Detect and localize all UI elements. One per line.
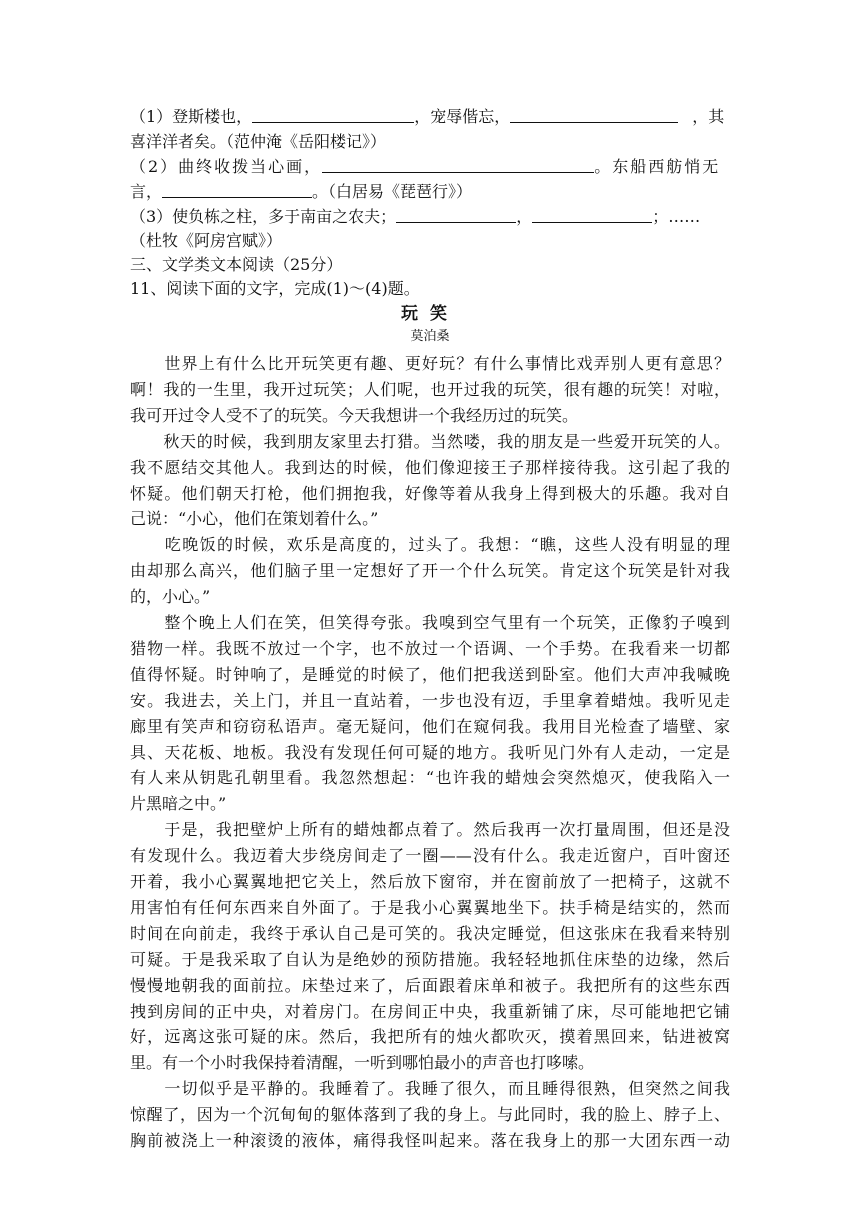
answer-blank <box>510 106 678 123</box>
story-line: 时间在向前走，我终于承认自己是可笑的。我决定睡觉，但这张床在我看来特别 <box>130 923 730 943</box>
story-line: 开着，我小心翼翼地把它关上，然后放下窗帘，并在窗前放了一把椅子，这就不 <box>130 872 730 891</box>
question-1-text-a: （1）登斯楼也， <box>130 107 253 126</box>
story-line: 有人来从钥匙孔朝里看。我忽然想起：“也许我的蜡烛会突然熄灭，使我陷入一 <box>130 768 730 788</box>
story-line: 用害怕有任何东西来自外面了。于是我小心翼翼地坐下。扶手椅是结实的，然而 <box>130 897 730 917</box>
story-line: 值得怀疑。时钟响了，是睡觉的时候了，他们把我送到卧室。他们大声冲我喊晚 <box>130 664 730 684</box>
story-line: 廊里有笑声和窃窃私语声。毫无疑问，他们在窥伺我。我用目光检查了墙壁、家 <box>130 716 730 736</box>
story-author: 莫泊桑 <box>410 329 450 344</box>
story-line: 整个晚上人们在笑，但笑得夸张。我嗅到空气里有一个玩笑，正像豹子嗅到 <box>130 613 730 632</box>
story-line: 吃晚饭的时候，欢乐是高度的，过头了。我想：“瞧，这些人没有明显的理 <box>130 535 730 555</box>
story-line: 胸前被浇上一种滚烫的液体，痛得我怪叫起来。落在我身上的那一大团东西一动 <box>130 1131 730 1150</box>
section-heading: 三、文学类文本阅读（25分） <box>130 255 343 274</box>
question-1-line-1 <box>130 105 730 129</box>
answer-blank <box>396 206 516 223</box>
question-2-text-d: 。（白居易《琵琶行》） <box>312 182 473 201</box>
story-title: 玩笑 <box>401 304 459 324</box>
answer-blank <box>252 106 414 123</box>
story-line: 可疑。于是我采取了自认为是绝妙的预防措施。我轻轻地抓住床垫的边缘，然后 <box>130 949 730 969</box>
story-line: 惊醒了，因为一个沉甸甸的躯体落到了我的身上。与此同时，我的脸上、脖子上、 <box>130 1105 730 1125</box>
story-line: 的，小心。” <box>130 587 211 607</box>
story-line: 好，远离这张可疑的床。然后，我把所有的烛火都吹灭，摸着黑回来，钻进被窝 <box>130 1027 730 1047</box>
question-3-text-d: （杜牧《阿房宫赋》） <box>130 231 283 250</box>
story-line: 猎物一样。我既不放过一个字，也不放过一个语调、一个手势。在我看来一切都 <box>130 638 730 658</box>
question-11-instruction: 11、阅读下面的文字，完成(1)～(4)题。 <box>130 279 420 298</box>
story-line: 怀疑。他们朝天打枪，他们拥抱我，好像等着从我身上得到极大的乐趣。我对自 <box>130 483 730 503</box>
story-line: 片黑暗之中。” <box>130 794 227 814</box>
story-line: 世界上有什么比开玩笑更有趣、更好玩？有什么事情比戏弄别人更有意思？ <box>130 354 730 373</box>
question-3-line-2 <box>130 229 730 253</box>
question-1-line-2 <box>130 130 730 154</box>
story-line: 秋天的时候，我到朋友家里去打猎。当然喽，我的朋友是一些爱开玩笑的人。 <box>130 431 730 451</box>
story-line: 我不愿结交其他人。我到达的时候，他们像迎接王子那样接待我。这引起了我的 <box>130 457 730 477</box>
story-line: 慢慢地朝我的面前拉。床垫过来了，后面跟着床单和被子。我把所有的这些东西 <box>130 975 730 995</box>
question-3-line-1 <box>130 205 730 229</box>
story-line: 里。有一个小时我保持着清醒，一听到哪怕最小的声音也打哆嗦。 <box>130 1053 595 1073</box>
question-2-line-2 <box>130 180 730 204</box>
story-line: 拽到房间的正中央，对着房门。在房间正中央，我重新铺了床，尽可能地把它铺 <box>130 1001 730 1021</box>
question-2-text-c: 言， <box>130 182 163 201</box>
story-line: 啊！我的一生里，我开过玩笑；人们呢，也开过我的玩笑，很有趣的玩笑！对啦， <box>130 379 730 399</box>
question-3-text-b: ， <box>516 207 533 226</box>
story-line: 己说：“小心，他们在策划着什么。” <box>130 509 379 529</box>
question-3-text-c: ；…… <box>652 207 701 226</box>
answer-blank <box>162 181 312 198</box>
question-1-text-b: ，宠辱偕忘， <box>414 107 511 126</box>
story-line: 具、天花板、地板。我没有发现任何可疑的地方。我听见门外有人走动，一定是 <box>130 742 730 762</box>
story-line: 安。我进去，关上门，并且一直站着，一步也没有迈，手里拿着蜡烛。我听见走 <box>130 690 730 710</box>
story-line: 一切似乎是平静的。我睡着了。我睡了很久，而且睡得很熟，但突然之间我 <box>130 1079 730 1099</box>
story-line: 由却那么高兴，他们脑子里一定想好了开一个什么玩笑。肯定这个玩笑是针对我 <box>130 561 730 581</box>
story-line: 我可开过令人受不了的玩笑。今天我想讲一个我经历过的玩笑。 <box>130 405 579 425</box>
question-1-text-c: ，其 <box>692 107 725 126</box>
question-1-text-d: 喜洋洋者矣。（范仲淹《岳阳楼记》） <box>130 132 387 151</box>
story-line: 于是，我把壁炉上所有的蜡烛都点着了。然后我再一次打量周围，但还是没 <box>130 820 730 840</box>
question-2-text-b: 。东船西舫悄无 <box>594 157 721 176</box>
question-2-line-1 <box>130 155 730 179</box>
question-3-text-a: （3）使负栋之柱，多于南亩之农夫； <box>130 207 397 226</box>
story-line: 有发现什么。我迈着大步绕房间走了一圈——没有什么。我走近窗户，百叶窗还 <box>130 846 730 866</box>
question-2-text-a: （2）曲终收拨当心画， <box>130 157 323 176</box>
answer-blank <box>532 206 652 223</box>
answer-blank <box>322 156 594 173</box>
